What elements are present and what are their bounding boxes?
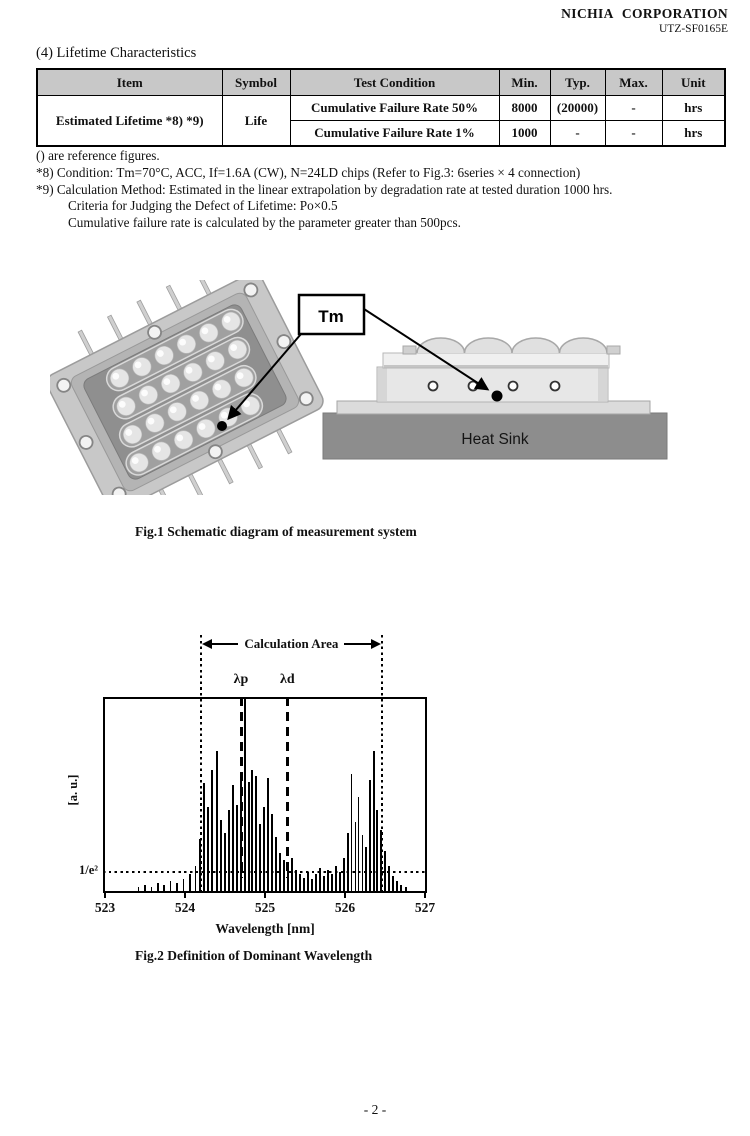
fig2-spectrum-chart [50,628,490,963]
spectrum-spike [396,881,398,891]
spectrum-spike-layer [105,699,425,891]
cell-min: 8000 [499,96,550,121]
spectrum-spike [275,837,277,891]
lens-bumps-side [417,338,607,353]
lens-end-tab [403,346,416,354]
spectrum-spike [369,780,371,891]
col-header-test-condition: Test Condition [290,69,499,96]
cell-min: 1000 [499,121,550,147]
fig1-measurement-diagram [50,280,690,495]
note-reference: () are reference figures. [36,148,160,163]
x-tick-label: 523 [94,900,116,915]
spectrum-spike [351,774,353,891]
cell-condition: Cumulative Failure Rate 1% [290,121,499,147]
company-name: NICHIA CORPORATION [561,6,728,21]
spectrum-spike [255,776,257,891]
lifetime-characteristics-table [36,68,726,147]
spectrum-spike [376,810,378,891]
tm-measurement-point-module [217,421,227,431]
document-number: UTZ-SF0165E [659,23,728,35]
cell-symbol: Life [222,96,290,147]
page-number: - 2 - [363,1102,387,1117]
lambda-d-label: λd [280,672,295,687]
calc-area-right-arrow [344,643,378,645]
calc-area-left-arrow [204,643,238,645]
tm-label: Tm [318,307,344,326]
spectrum-spike [327,870,329,891]
cell-max: - [605,121,662,147]
spectrum-spike [163,885,165,891]
spectrum-spike [271,814,273,891]
spectrum-spike [176,883,178,891]
x-tick-label: 524 [174,900,196,915]
spectrum-spike [400,885,402,891]
x-axis-label: Wavelength [nm] [215,921,315,936]
x-tick-label: 525 [254,900,276,915]
col-header-typ: Typ. [550,69,605,96]
spectrum-spike [343,858,345,891]
x-tick-mark [184,893,186,898]
spectrum-spike [189,874,191,891]
spectrum-spike [331,874,333,891]
calc-area-annotation [204,636,379,652]
spectrum-spike [228,810,230,891]
spectrum-spike [358,797,360,891]
cell-item: Estimated Lifetime *8) *9) [37,96,222,147]
threshold-label: 1/e² [78,862,98,877]
spectrum-spike [307,872,309,891]
spectrum-spike [170,881,172,891]
spectrum-spike [220,820,222,891]
table-row [37,96,725,121]
lens-end-tab [607,346,620,354]
cell-unit: hrs [662,96,725,121]
base-flange [337,401,650,414]
spectrum-spike [355,822,357,891]
x-tick-mark [424,893,426,898]
spectrum-spike [207,807,209,891]
spectrum-spike [224,833,226,891]
x-tick-label: 527 [414,900,436,915]
spectrum-spike [291,858,293,891]
spectrum-spike [347,833,349,891]
footnotes [36,148,738,232]
col-header-item: Item [37,69,222,96]
spectrum-spike [323,876,325,891]
cell-typ: (20000) [550,96,605,121]
spectrum-spike [211,770,213,891]
spectrum-spike [362,835,364,891]
body-end-cap [378,368,387,401]
spectrum-spike [144,885,146,891]
fig2-caption: Fig.2 Definition of Dominant Wavelength [135,948,373,963]
spectrum-spike [283,860,285,891]
body-end-cap [598,368,607,401]
section-title: (4) Lifetime Characteristics [36,45,197,61]
x-tick-mark [104,893,106,898]
spectrum-spike [287,866,289,891]
spectrum-spike [392,876,394,891]
col-header-max: Max. [605,69,662,96]
spectrum-spike [339,872,341,891]
spectrum-spike [267,778,269,891]
spectrum-spike [303,878,305,891]
fig1-svg [50,280,690,495]
spectrum-spike [295,870,297,891]
spectrum-spike [248,782,250,891]
cell-max: - [605,96,662,121]
spectrum-spike [232,785,234,891]
spectrum-spike [151,887,153,891]
page-header [561,6,728,35]
note-9-criteria: Criteria for Judging the Defect of Lifetime: Po×0.5 [68,198,338,214]
spectrum-spike [380,830,382,891]
spectrum-spike [365,847,367,891]
heat-sink-label: Heat Sink [461,431,529,448]
y-axis-label: [a. u.] [66,774,80,806]
cell-typ: - [550,121,605,147]
x-tick-label: 526 [334,900,356,915]
spectrum-spike [183,879,185,891]
spectrum-spike [199,839,201,891]
spectrum-spike [157,883,159,891]
spectrum-spike [259,824,261,891]
spectrum-spike [315,874,317,891]
calc-area-label: Calculation Area [244,636,339,651]
spectrum-spike [240,772,242,891]
spectrum-spike [195,866,197,891]
lambda-p-label: λp [233,672,249,687]
module-side-view [323,338,667,459]
spectrum-spike [311,879,313,891]
spectrum-spike [251,770,253,891]
spectrum-spike [203,783,205,891]
spectrum-spike [405,887,407,891]
note-8: *8) Condition: Tm=70°C, ACC, If=1.6A (CW), N=24LD chips (Refer to Fig.3: 6series × 4 connection) [36,164,581,180]
laser-module-illustration [50,280,338,495]
tm-measurement-point-side [492,391,503,402]
spectrum-spike [263,807,265,891]
lip-shadow [384,365,608,368]
note-9: *9) Calculation Method: Estimated in the linear extrapolation by degradation rate at tested duration 1000 hrs. [36,181,613,197]
threshold-line [103,871,428,873]
spectrum-spike [335,866,337,891]
spectrum-spike [299,874,301,891]
x-tick-mark [344,893,346,898]
cell-condition: Cumulative Failure Rate 50% [290,96,499,121]
cell-unit: hrs [662,121,725,147]
spectrum-spike [236,805,238,891]
note-9-cumulative: Cumulative failure rate is calculated by the parameter greater than 500pcs. [68,215,461,231]
x-tick-mark [264,893,266,898]
table-header-row [37,69,725,96]
fig1-caption: Fig.1 Schematic diagram of measurement system [135,524,417,539]
col-header-symbol: Symbol [222,69,290,96]
spectrum-spike [244,699,246,891]
col-header-min: Min. [499,69,550,96]
spectrum-spike [138,887,140,891]
col-header-unit: Unit [662,69,725,96]
spectrum-spike [388,866,390,891]
